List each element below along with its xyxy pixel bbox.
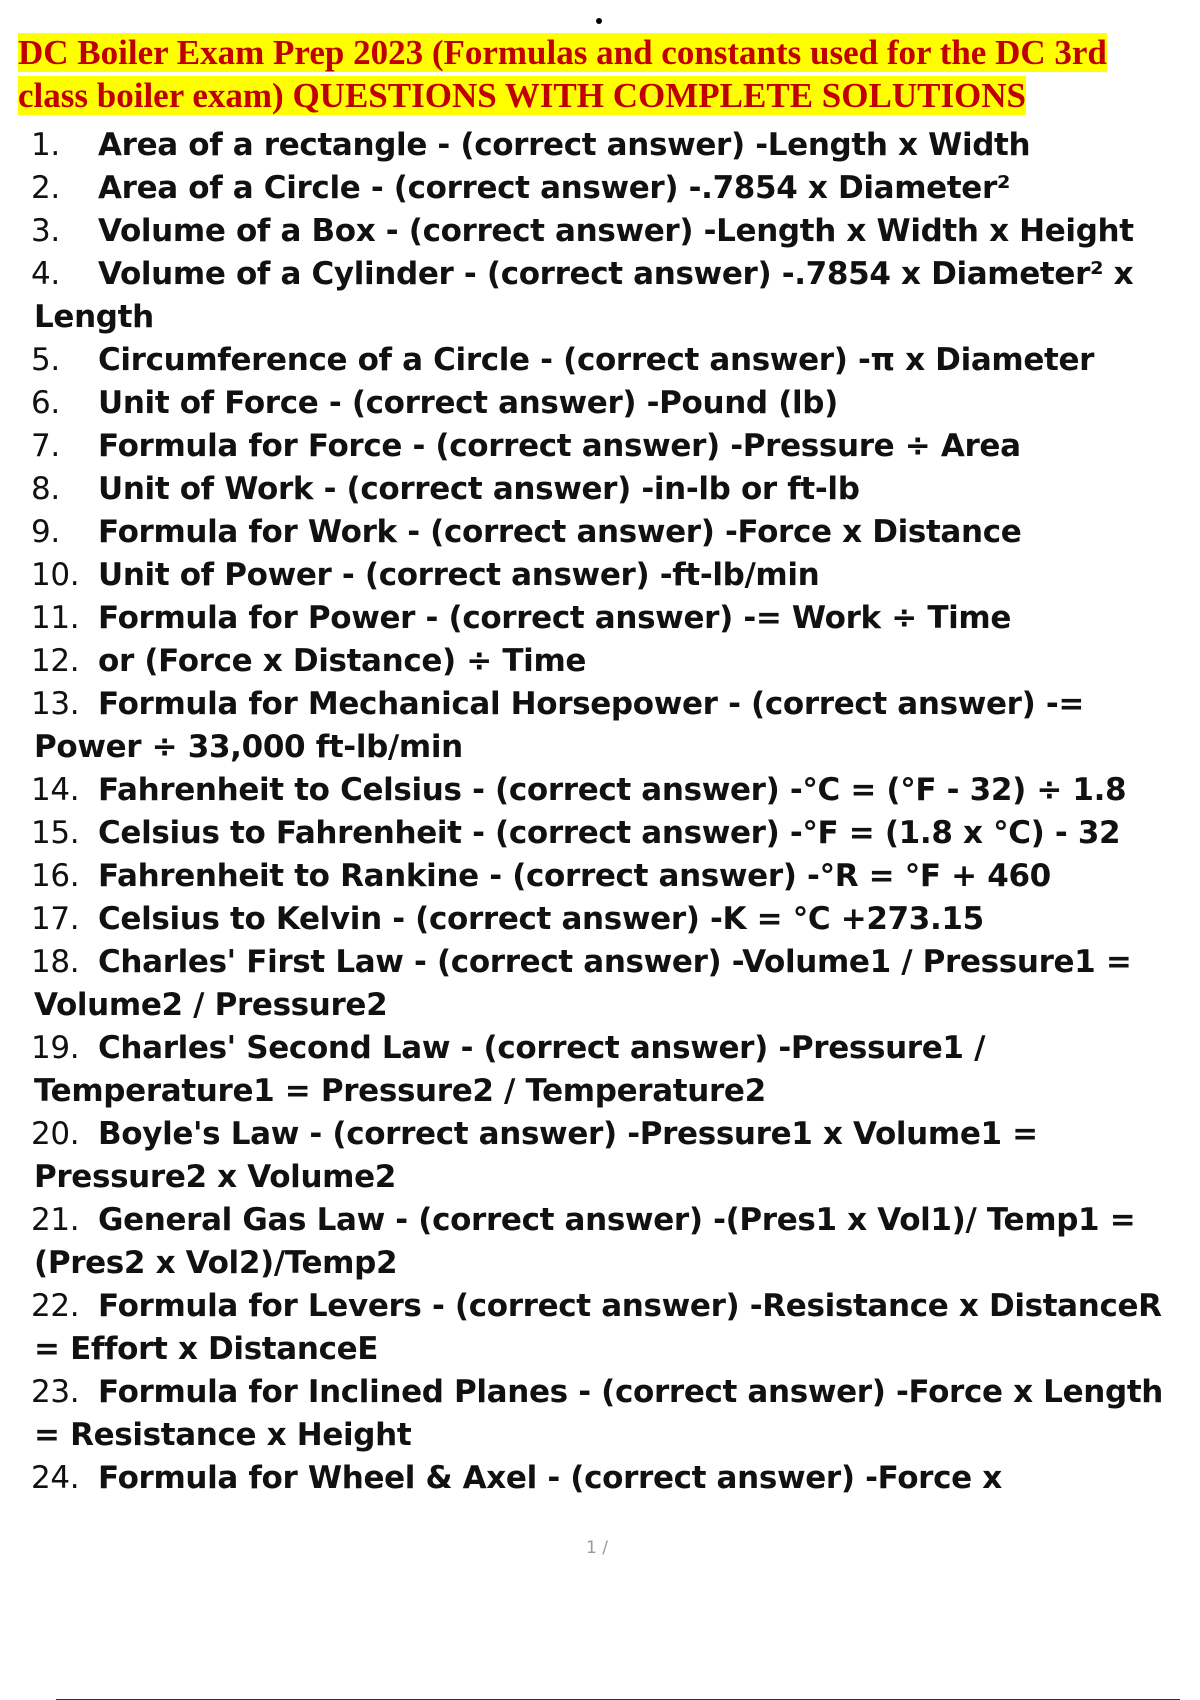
list-item-text: Circumference of a Circle - (correct answer) -π x Diameter bbox=[98, 342, 1095, 378]
list-item bbox=[31, 812, 1174, 855]
list-item bbox=[31, 1027, 1174, 1113]
list-item-number: 5. bbox=[31, 342, 60, 378]
list-item bbox=[31, 640, 1174, 683]
bullet-dot bbox=[596, 18, 602, 24]
document-title bbox=[18, 31, 1178, 117]
list-item-number: 14. bbox=[31, 772, 80, 808]
list-item-number: 3. bbox=[31, 213, 60, 249]
document-title-text: DC Boiler Exam Prep 2023 (Formulas and constants used for the DC 3rd class boiler exam) QUESTIONS WITH COMPLETE SOLUTIONS bbox=[18, 33, 1107, 115]
list-item bbox=[31, 382, 1174, 425]
list-item bbox=[31, 1285, 1174, 1371]
list-item-text: Unit of Power - (correct answer) -ft-lb/min bbox=[98, 557, 820, 593]
list-item-text: Formula for Wheel & Axel - (correct answer) -Force x bbox=[98, 1460, 1002, 1496]
list-item-text: Formula for Inclined Planes - (correct answer) -Force x Length = Resistance x Height bbox=[34, 1374, 1164, 1453]
list-item bbox=[31, 1371, 1174, 1457]
list-item-text: Charles' Second Law - (correct answer) -Pressure1 / Temperature1 = Pressure2 / Temperature2 bbox=[34, 1030, 986, 1109]
list-item-text: Area of a rectangle - (correct answer) -Length x Width bbox=[98, 127, 1031, 163]
list-item-text: General Gas Law - (correct answer) -(Pres1 x Vol1)/ Temp1 = (Pres2 x Vol2)/Temp2 bbox=[34, 1202, 1136, 1281]
list-item-number: 6. bbox=[31, 385, 60, 421]
list-item-text: Formula for Work - (correct answer) -Force x Distance bbox=[98, 514, 1022, 550]
list-item-text: Volume of a Cylinder - (correct answer) -.7854 x Diameter² x Length bbox=[34, 256, 1134, 335]
list-item bbox=[31, 124, 1174, 167]
list-item-number: 7. bbox=[31, 428, 60, 464]
list-item-number: 16. bbox=[31, 858, 80, 894]
list-item bbox=[31, 554, 1174, 597]
list-item-number: 19. bbox=[31, 1030, 80, 1066]
list-item-text: Unit of Force - (correct answer) -Pound (lb) bbox=[98, 385, 838, 421]
list-item-text: Formula for Mechanical Horsepower - (correct answer) -= Power ÷ 33,000 ft-lb/min bbox=[34, 686, 1084, 765]
list-item-text: Formula for Levers - (correct answer) -Resistance x DistanceR = Effort x DistanceE bbox=[34, 1288, 1162, 1367]
list-item-number: 11. bbox=[31, 600, 80, 636]
list-item bbox=[31, 468, 1174, 511]
list-item-number: 8. bbox=[31, 471, 60, 507]
list-item-number: 9. bbox=[31, 514, 60, 550]
list-item bbox=[31, 511, 1174, 554]
list-item-text: Volume of a Box - (correct answer) -Length x Width x Height bbox=[98, 213, 1134, 249]
list-item-text: Charles' First Law - (correct answer) -Volume1 / Pressure1 = Volume2 / Pressure2 bbox=[34, 944, 1132, 1023]
list-item-number: 20. bbox=[31, 1116, 80, 1152]
list-item-number: 12. bbox=[31, 643, 80, 679]
list-item bbox=[31, 769, 1174, 812]
list-item bbox=[31, 941, 1174, 1027]
list-item-text: Fahrenheit to Rankine - (correct answer) -°R = °F + 460 bbox=[98, 858, 1051, 894]
list-item-number: 22. bbox=[31, 1288, 80, 1324]
list-item-number: 10. bbox=[31, 557, 80, 593]
list-item-text: Fahrenheit to Celsius - (correct answer) -°C = (°F - 32) ÷ 1.8 bbox=[98, 772, 1127, 808]
list-item-number: 15. bbox=[31, 815, 80, 851]
list-item bbox=[31, 167, 1174, 210]
list-item-text: Boyle's Law - (correct answer) -Pressure1 x Volume1 = Pressure2 x Volume2 bbox=[34, 1116, 1038, 1195]
list-item-number: 2. bbox=[31, 170, 60, 206]
qa-list bbox=[31, 124, 1174, 1500]
list-item bbox=[31, 597, 1174, 640]
page-number: 1 / bbox=[586, 1538, 608, 1558]
list-item bbox=[31, 1457, 1174, 1500]
list-item bbox=[31, 339, 1174, 382]
list-item-number: 13. bbox=[31, 686, 80, 722]
list-item-number: 18. bbox=[31, 944, 80, 980]
list-item-number: 1. bbox=[31, 127, 60, 163]
list-item-number: 21. bbox=[31, 1202, 80, 1238]
list-item bbox=[31, 855, 1174, 898]
list-item bbox=[31, 425, 1174, 468]
list-item-text: Celsius to Kelvin - (correct answer) -K = °C +273.15 bbox=[98, 901, 984, 937]
list-item-text: Unit of Work - (correct answer) -in-lb or ft-lb bbox=[98, 471, 860, 507]
list-item-text: Area of a Circle - (correct answer) -.7854 x Diameter² bbox=[98, 170, 1011, 206]
list-item bbox=[31, 1199, 1174, 1285]
list-item bbox=[31, 253, 1174, 339]
list-item bbox=[31, 683, 1174, 769]
list-item-text: Formula for Force - (correct answer) -Pressure ÷ Area bbox=[98, 428, 1021, 464]
list-item-text: Formula for Power - (correct answer) -= Work ÷ Time bbox=[98, 600, 1012, 636]
list-item-text: or (Force x Distance) ÷ Time bbox=[98, 643, 587, 679]
list-item bbox=[31, 210, 1174, 253]
list-item-number: 17. bbox=[31, 901, 80, 937]
list-item-number: 24. bbox=[31, 1460, 80, 1496]
list-item bbox=[31, 898, 1174, 941]
list-item bbox=[31, 1113, 1174, 1199]
list-item-text: Celsius to Fahrenheit - (correct answer) -°F = (1.8 x °C) - 32 bbox=[98, 815, 1121, 851]
list-item-number: 23. bbox=[31, 1374, 80, 1410]
list-item-number: 4. bbox=[31, 256, 60, 292]
